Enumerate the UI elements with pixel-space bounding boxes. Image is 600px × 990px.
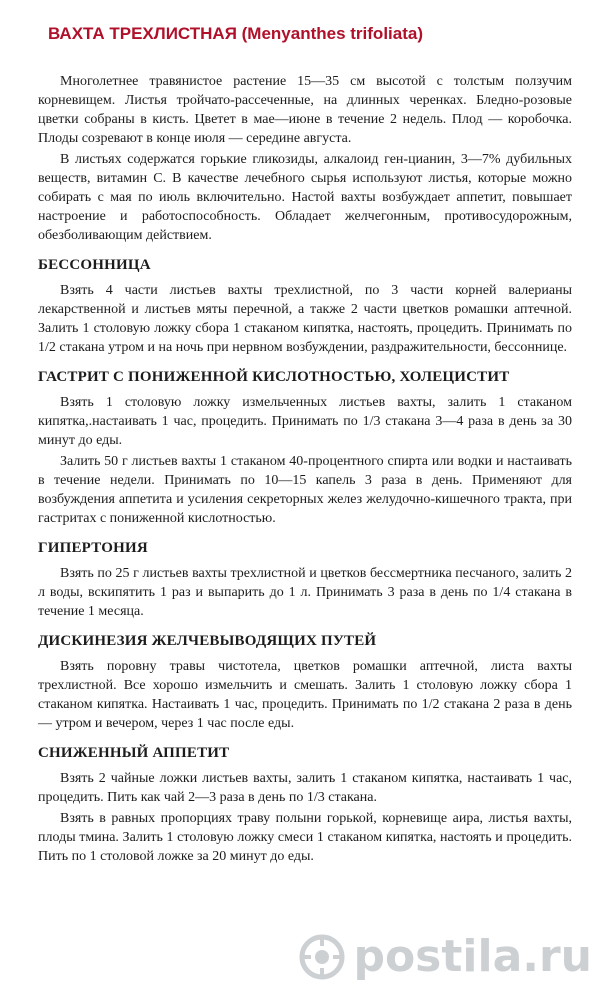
section-paragraph: Взять 1 столовую ложку измельченных листьев вахты, залить 1 стаканом кипятка,.настаивать 1 час, процедить. Принимать по 1/3 стакана 3—4 раза в день за 30 минут до еды. <box>38 395 572 448</box>
section-paragraph: Взять 2 чайные ложки листьев вахты, залить 1 стаканом кипятка, настаивать 1 час, процедить. Пить как чай 2—3 раза в день по 1/3 стакана. <box>38 771 572 805</box>
section-heading: СНИЖЕННЫЙ АППЕТИТ <box>38 745 230 761</box>
document-title: ВАХТА ТРЕХЛИСТНАЯ (Menyanthes trifoliata) <box>48 24 423 43</box>
section-heading: ДИСКИНЕЗИЯ ЖЕЛЧЕВЫВОДЯЩИХ ПУТЕЙ <box>38 633 377 649</box>
watermark-text: postila.ru <box>353 931 592 982</box>
section-dyskinesia <box>38 631 572 733</box>
section-insomnia <box>38 255 572 357</box>
section-paragraph: Взять по 25 г листьев вахты трехлистной и цветков бессмертника песчаного, залить 2 л воды, вскипятить 1 раз и выпарить до 1 л. Принимать 3 раза в день по 1/4 стакана в течение 1 месяца. <box>38 566 572 619</box>
intro-paragraph: Многолетнее травянистое растение 15—35 см высотой с толстым ползучим корневищем. Листья тройчато-рассеченные, на длинных черенках. Бледно-розовые цветки собраны в кисть. Цветет в мае—июне в течение 2 недель. Плод — коробочка. Плоды созревают в конце июля — середине августа. <box>38 74 572 146</box>
section-paragraph: Взять поровну травы чистотела, цветков ромашки аптечной, листа вахты трехлистной. Все хорошо измельчить и смешать. Залить 1 столовую ложку сбора 1 стаканом кипятка. Настаивать 1 час, процедить. Принимать по 1/2 стакана 2 раза в день — утром и вечером, через 1 час после еды. <box>38 659 572 731</box>
intro-paragraph: В листьях содержатся горькие гликозиды, алкалоид ген-цианин, 3—7% дубильных веществ, витамин С. В качестве лечебного сырья используют листья, которые можно собирать с мая по июль включительно. Настой вахты возбуждает аппетит, повышает настроение и работоспособность. Обладает желчегонным, противосудорожным, обезболивающим действием. <box>38 152 572 243</box>
section-paragraph: Взять 4 части листьев вахты трехлистной, по 3 части корней валерианы лекарственной и листьев мяты перечной, а также 2 части цветков ромашки аптечной. Залить 1 столовую ложку сбора 1 стаканом кипятка, настоять, процедить. Принимать по 1/2 стакана утром и на ночь при нервном возбуждении, раздражительности, бессоннице. <box>38 283 572 355</box>
section-paragraph: Залить 50 г листьев вахты 1 стаканом 40-процентного спирта или водки и настаивать в течение недели. Принимать по 10—15 капель 3 раза в день. Применяют для возбуждения аппетита и усиления секреторных желез желудочно-кишечного тракта, при гастритах с пониженной кислотностью. <box>38 454 572 526</box>
postila-watermark <box>299 931 592 982</box>
section-heading: ГАСТРИТ С ПОНИЖЕННОЙ КИСЛОТНОСТЬЮ, ХОЛЕЦИСТИТ <box>38 369 510 385</box>
document-body <box>38 72 572 868</box>
section-heading: БЕССОННИЦА <box>38 257 151 273</box>
section-paragraph: Взять в равных пропорциях траву полыни горькой, корневище аира, листья вахты, плоды тмина. Залить 1 столовую ложку смеси 1 стаканом кипятка, настоять и процедить. Пить по 1 столовой ложке за 20 минут до еды. <box>38 811 572 864</box>
section-appetite <box>38 743 572 866</box>
section-gastritis <box>38 367 572 528</box>
postila-logo-icon <box>299 934 345 980</box>
section-hypertension <box>38 538 572 621</box>
section-heading: ГИПЕРТОНИЯ <box>38 540 148 556</box>
